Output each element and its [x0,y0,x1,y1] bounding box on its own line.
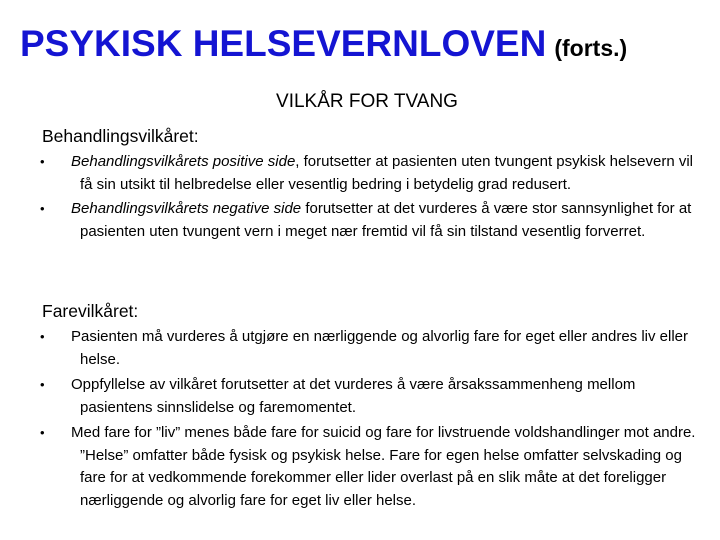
bullet-icon: • [40,154,45,169]
list-item-body: forutsetter at det vurderes å være stor sannsynlighet for at pasienten uten tvungent vern i meget nær fremtid vil få sin tilstand vesentlig forverret. [80,200,692,240]
bullet-icon: • [40,329,45,344]
list-item-body: , forutsetter at pasienten uten tvungent psykisk helsevern vil få sin utsikt til helbredelse eller vesentlig bedring i betydelig grad redusert. [80,153,694,193]
list-item [42,326,702,371]
list-item [42,422,702,512]
list-item-text: Med fare for ”liv” menes både fare for suicid og fare for livstruende voldshandlinger mot andre. ”Helse” omfatter både fysisk og psykisk helse. Fare for egen helse omfatter selvskading og fare for at vedkommende forekommer eller lider overlast på en slik måte at det foreligger nærliggende og alvorlig fare for eget liv eller helse. [71,424,696,509]
list-item [42,374,702,419]
slide-title-main: PSYKISK HELSEVERNLOVEN [20,23,547,64]
slide-subtitle: VILKÅR FOR TVANG [276,91,458,112]
section-heading: Farevilkåret: [42,301,139,321]
bullet-list [42,151,702,243]
list-item-text [71,198,702,243]
list-item [42,198,702,243]
slide-title [20,22,720,70]
list-item-italic: Behandlingsvilkårets positive side [71,153,296,170]
bullet-list [42,326,702,512]
list-item-italic: Behandlingsvilkårets negative side [71,200,302,217]
section-heading: Behandlingsvilkåret: [42,126,199,146]
list-item-text [71,151,702,196]
section-behandlingsvilkaret [42,125,702,243]
list-item [42,151,702,196]
bullet-icon: • [40,201,45,216]
bullet-icon: • [40,425,45,440]
list-item-text: Pasienten må vurderes å utgjøre en nærliggende og alvorlig fare for eget eller andres liv eller helse. [71,328,688,368]
section-farevilkaret [42,300,702,512]
list-item-text: Oppfyllelse av vilkåret forutsetter at det vurderes å være årsakssammenheng mellom pasientens sinnslidelse og faremomentet. [71,376,636,416]
slide-title-suffix: (forts.) [554,35,628,61]
bullet-icon: • [40,377,45,392]
